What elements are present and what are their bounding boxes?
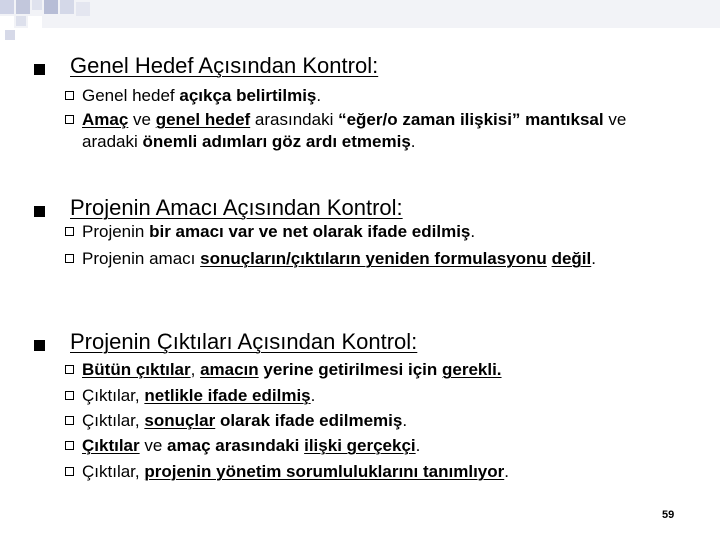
text-segment: , [190,360,201,379]
text-segment: genel hedef [155,110,251,129]
section-heading: Genel Hedef Açısından Kontrol: [70,53,379,78]
checkbox-icon [65,227,74,236]
text-segment: arasındaki [250,110,339,129]
text-segment: . [504,462,509,481]
bullet-square-icon [34,64,45,75]
text-segment: . [316,86,322,105]
text-segment: önemli adımları göz ardı etmemiş [142,132,411,151]
item-text [82,436,420,455]
list-item [82,109,662,153]
list-item [82,248,662,270]
text-segment: . [402,411,408,430]
list-item [82,461,662,483]
checkbox-icon [65,91,74,100]
text-segment: netlikle ifade edilmiş [144,386,311,405]
list-item [82,221,662,243]
text-segment: ilişki gerçekçi [304,436,416,455]
list-item [82,410,662,432]
text-segment: arasındaki [215,436,300,455]
text-segment: sonuçlar [144,411,216,430]
text-segment: Amaç [82,110,129,129]
text-segment: Çıktılar, [82,411,145,430]
checkbox-icon [65,416,74,425]
text-segment: sonuçların/çıktıların yeniden formulasyonu [200,249,547,268]
text-segment: ve [139,436,168,455]
list-item [82,435,662,457]
item-text [82,222,475,241]
list-item [82,85,662,107]
checkbox-icon [65,441,74,450]
checkbox-icon [65,391,74,400]
text-segment: açıkça belirtilmiş [179,86,317,105]
checkbox-icon [65,115,74,124]
text-segment: Genel hedef [82,86,180,105]
text-segment: “eğer/o zaman ilişkisi” [338,110,521,129]
text-segment: olarak ifade edilmemiş [219,411,403,430]
text-segment: . [470,222,476,241]
list-item [82,359,662,381]
item-text [82,249,596,268]
item-text [82,386,315,405]
text-segment: yerine getirilmesi için [263,360,438,379]
text-segment: Projenin [82,222,150,241]
section-heading: Projenin Çıktıları Açısından Kontrol: [70,329,418,354]
item-text [82,462,509,481]
text-segment: gerekli. [442,360,502,379]
text-segment: Çıktılar, [82,386,145,405]
text-segment: ve aradaki [82,110,627,151]
checkbox-icon [65,254,74,263]
section-heading: Projenin Amacı Açısından Kontrol: [70,195,403,220]
text-segment: değil [551,249,592,268]
item-text [82,360,502,379]
text-segment: amaç [167,436,211,455]
checkbox-icon [65,365,74,374]
text-segment: Projenin amacı [82,249,201,268]
text-segment: Çıktılar [82,436,140,455]
item-text [82,411,407,430]
item-text [82,110,626,151]
text-segment: ve [128,110,156,129]
text-segment: . [410,132,416,151]
bullet-square-icon [34,206,45,217]
text-segment: bir amacı var ve net olarak ifade edilmiş [149,222,471,241]
header-decoration [0,0,720,40]
checkbox-icon [65,467,74,476]
bullet-square-icon [34,340,45,351]
text-segment: Çıktılar, [82,462,145,481]
text-segment: Bütün çıktılar [82,360,191,379]
list-item [82,385,662,407]
text-segment: projenin yönetim sorumluluklarını tanımlıyor [144,462,505,481]
item-text [82,86,321,105]
text-segment: . [415,436,421,455]
text-segment: . [310,386,316,405]
page-number: 59 [662,509,675,521]
text-segment: mantıksal [525,110,604,129]
text-segment: . [591,249,596,268]
text-segment: amacın [200,360,259,379]
